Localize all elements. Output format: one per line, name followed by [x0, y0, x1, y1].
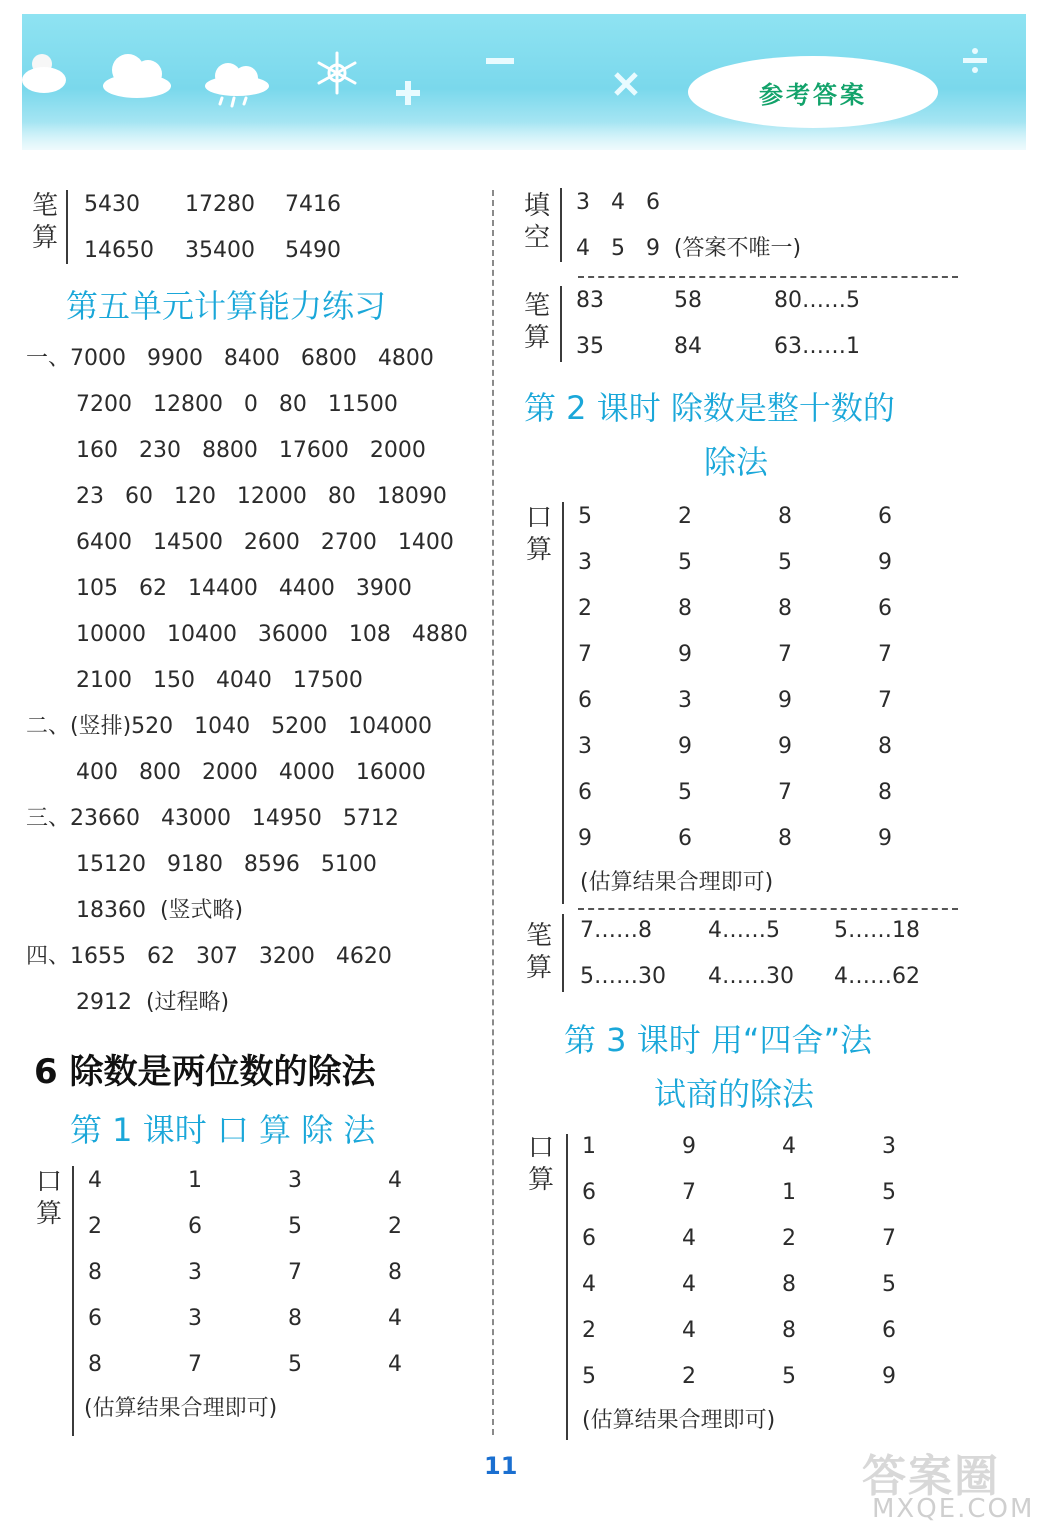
kousuan-answer: 8	[778, 826, 792, 851]
kousuan-answer: 7	[682, 1180, 696, 1205]
kousuan-label: 口算	[525, 503, 552, 565]
page-number: 11	[484, 1452, 518, 1480]
bisuan-bracket	[560, 286, 562, 362]
kousuan-answer: 9	[778, 688, 792, 713]
kousuan-answer: 5	[678, 550, 692, 575]
divide-icon	[960, 46, 990, 76]
bisuan-value: 35	[576, 334, 604, 359]
kousuan-answer: 7	[778, 642, 792, 667]
kousuan-bracket	[562, 502, 564, 904]
kousuan-answer: 3	[678, 688, 692, 713]
tiankong-label: 填空	[523, 191, 550, 253]
kousuan-answer: 6	[878, 596, 892, 621]
bisuan-label: 笔算	[525, 921, 552, 983]
cloud-sun-icon	[22, 50, 72, 96]
bisuan-bracket	[66, 190, 68, 264]
cloud-icon	[100, 48, 174, 100]
kousuan-answer: 4	[582, 1272, 596, 1297]
unit5-title: 第五单元计算能力练习	[66, 287, 387, 325]
bisuan-value: 7……8	[580, 918, 652, 943]
badge-label: 参考答案	[759, 80, 867, 109]
kousuan-answer: 6	[88, 1306, 102, 1331]
kousuan-answer: 8	[778, 504, 792, 529]
lesson2-title-cont: 除法	[704, 443, 769, 481]
kousuan-answer: 9	[578, 826, 592, 851]
kousuan-answer: 8	[678, 596, 692, 621]
tiankong-line: 3 4 6	[576, 190, 660, 215]
kousuan-answer: 5	[678, 780, 692, 805]
bisuan-value: 63……1	[774, 334, 860, 359]
ex1-line: 160 230 8800 17600 2000	[76, 438, 426, 463]
ex4-line: 2912 (过程略)	[76, 990, 230, 1015]
ex1-line: 7200 12800 0 80 11500	[76, 392, 398, 417]
kousuan-label: 口算	[527, 1133, 554, 1195]
kousuan-bracket	[566, 1134, 568, 1440]
kousuan-answer: 3	[288, 1168, 302, 1193]
kousuan-answer: 2	[682, 1364, 696, 1389]
kousuan-answer: 7	[882, 1226, 896, 1251]
kousuan-answer: 7	[578, 642, 592, 667]
kousuan-answer: 3	[188, 1306, 202, 1331]
ex1-line: 2100 150 4040 17500	[76, 668, 363, 693]
bisuan-value: 4……5	[708, 918, 780, 943]
bisuan-value: 84	[674, 334, 702, 359]
bisuan-value: 80……5	[774, 288, 860, 313]
kousuan-answer: 4	[682, 1318, 696, 1343]
kousuan-answer: 8	[88, 1260, 102, 1285]
kousuan-answer: 2	[578, 596, 592, 621]
kousuan-answer: 7	[878, 642, 892, 667]
kousuan-bracket	[72, 1166, 74, 1436]
lesson2-title: 第 2 课时 除数是整十数的	[524, 389, 895, 427]
kousuan-answer: 8	[878, 734, 892, 759]
kousuan-answer: 1	[782, 1180, 796, 1205]
kousuan-answer: 2	[582, 1318, 596, 1343]
kousuan-answer: 8	[782, 1318, 796, 1343]
kousuan-answer: 9	[882, 1364, 896, 1389]
kousuan-answer: 4	[388, 1306, 402, 1331]
kousuan-answer: 7	[878, 688, 892, 713]
kousuan-answer: 1	[582, 1134, 596, 1159]
bisuan-bracket	[562, 914, 564, 992]
bisuan-value: 4……62	[834, 964, 920, 989]
ex1-line: 105 62 14400 4400 3900	[76, 576, 412, 601]
ex2-line: 二、(竖排)520 1040 5200 104000	[26, 714, 433, 739]
bisuan-value: 7416	[285, 192, 341, 217]
dashed-separator	[578, 908, 958, 910]
header-banner-fade	[22, 122, 1026, 150]
kousuan-answer: 5	[778, 550, 792, 575]
bisuan-value: 14650	[84, 238, 154, 263]
kousuan-answer: 4	[682, 1226, 696, 1251]
kousuan-note: (估算结果合理即可)	[84, 1396, 278, 1421]
kousuan-answer: 7	[778, 780, 792, 805]
ex1-line: 23 60 120 12000 80 18090	[76, 484, 447, 509]
kousuan-answer: 7	[288, 1260, 302, 1285]
kousuan-answer: 4	[682, 1272, 696, 1297]
kousuan-answer: 6	[578, 688, 592, 713]
kousuan-answer: 8	[288, 1306, 302, 1331]
times-icon	[612, 70, 640, 98]
kousuan-answer: 9	[878, 826, 892, 851]
kousuan-answer: 4	[782, 1134, 796, 1159]
snowflake-icon	[314, 50, 360, 96]
kousuan-answer: 9	[678, 734, 692, 759]
kousuan-answer: 3	[578, 734, 592, 759]
kousuan-answer: 9	[878, 550, 892, 575]
kousuan-answer: 5	[882, 1272, 896, 1297]
kousuan-answer: 9	[678, 642, 692, 667]
rain-cloud-icon	[202, 58, 272, 110]
lesson3-title: 第 3 课时 用“四舍”法	[564, 1021, 873, 1059]
kousuan-answer: 9	[682, 1134, 696, 1159]
watermark-logo: 答案圈	[862, 1451, 1000, 1502]
kousuan-answer: 6	[578, 780, 592, 805]
kousuan-answer: 6	[882, 1318, 896, 1343]
kousuan-answer: 3	[578, 550, 592, 575]
kousuan-answer: 6	[582, 1180, 596, 1205]
kousuan-label: 口算	[35, 1167, 62, 1229]
kousuan-answer: 8	[782, 1272, 796, 1297]
kousuan-answer: 5	[578, 504, 592, 529]
answer-key-badge	[688, 56, 938, 128]
kousuan-answer: 6	[678, 826, 692, 851]
bisuan-label: 笔算	[31, 191, 58, 253]
kousuan-answer: 4	[388, 1168, 402, 1193]
kousuan-answer: 6	[188, 1214, 202, 1239]
bisuan-value: 5……30	[580, 964, 666, 989]
kousuan-answer: 6	[582, 1226, 596, 1251]
ex2-line: 400 800 2000 4000 16000	[76, 760, 426, 785]
kousuan-answer: 6	[878, 504, 892, 529]
ex3-line: 18360 (竖式略)	[76, 898, 244, 923]
kousuan-answer: 4	[88, 1168, 102, 1193]
ex1-line: 一、7000 9900 8400 6800 4800	[26, 346, 434, 371]
chapter-title: 6 除数是两位数的除法	[34, 1052, 376, 1092]
watermark-url: MXQE.COM	[872, 1494, 1035, 1524]
kousuan-answer: 7	[188, 1352, 202, 1377]
dashed-separator	[578, 276, 958, 278]
kousuan-answer: 5	[288, 1352, 302, 1377]
kousuan-answer: 8	[388, 1260, 402, 1285]
ex1-line: 6400 14500 2600 2700 1400	[76, 530, 454, 555]
kousuan-answer: 2	[388, 1214, 402, 1239]
kousuan-answer: 2	[678, 504, 692, 529]
plus-icon	[393, 78, 423, 108]
tiankong-line: 4 5 9 (答案不唯一)	[576, 236, 802, 261]
bisuan-value: 17280	[185, 192, 255, 217]
kousuan-answer: 3	[882, 1134, 896, 1159]
kousuan-answer: 8	[778, 596, 792, 621]
bisuan-value: 35400	[185, 238, 255, 263]
kousuan-answer: 5	[782, 1364, 796, 1389]
kousuan-answer: 2	[88, 1214, 102, 1239]
kousuan-note: (估算结果合理即可)	[582, 1408, 776, 1433]
kousuan-answer: 9	[778, 734, 792, 759]
bisuan-value: 83	[576, 288, 604, 313]
tiankong-bracket	[560, 188, 562, 262]
ex4-line: 四、1655 62 307 3200 4620	[26, 944, 392, 969]
bisuan-value: 5……18	[834, 918, 920, 943]
kousuan-answer: 2	[782, 1226, 796, 1251]
kousuan-answer: 5	[582, 1364, 596, 1389]
bisuan-value: 5490	[285, 238, 341, 263]
ex3-line: 15120 9180 8596 5100	[76, 852, 377, 877]
kousuan-answer: 1	[188, 1168, 202, 1193]
kousuan-answer: 5	[288, 1214, 302, 1239]
kousuan-answer: 5	[882, 1180, 896, 1205]
bisuan-value: 58	[674, 288, 702, 313]
ex1-line: 10000 10400 36000 108 4880	[76, 622, 468, 647]
minus-icon	[484, 54, 516, 68]
bisuan-label: 笔算	[523, 291, 550, 353]
lesson3-title-cont: 试商的除法	[654, 1075, 815, 1113]
ex3-line: 三、23660 43000 14950 5712	[26, 806, 399, 831]
kousuan-answer: 3	[188, 1260, 202, 1285]
kousuan-answer: 4	[388, 1352, 402, 1377]
bisuan-value: 5430	[84, 192, 140, 217]
kousuan-answer: 8	[878, 780, 892, 805]
column-divider	[492, 190, 494, 1435]
bisuan-value: 4……30	[708, 964, 794, 989]
lesson1-title: 第 1 课时 口 算 除 法	[70, 1111, 376, 1149]
kousuan-answer: 8	[88, 1352, 102, 1377]
kousuan-note: (估算结果合理即可)	[580, 870, 774, 895]
